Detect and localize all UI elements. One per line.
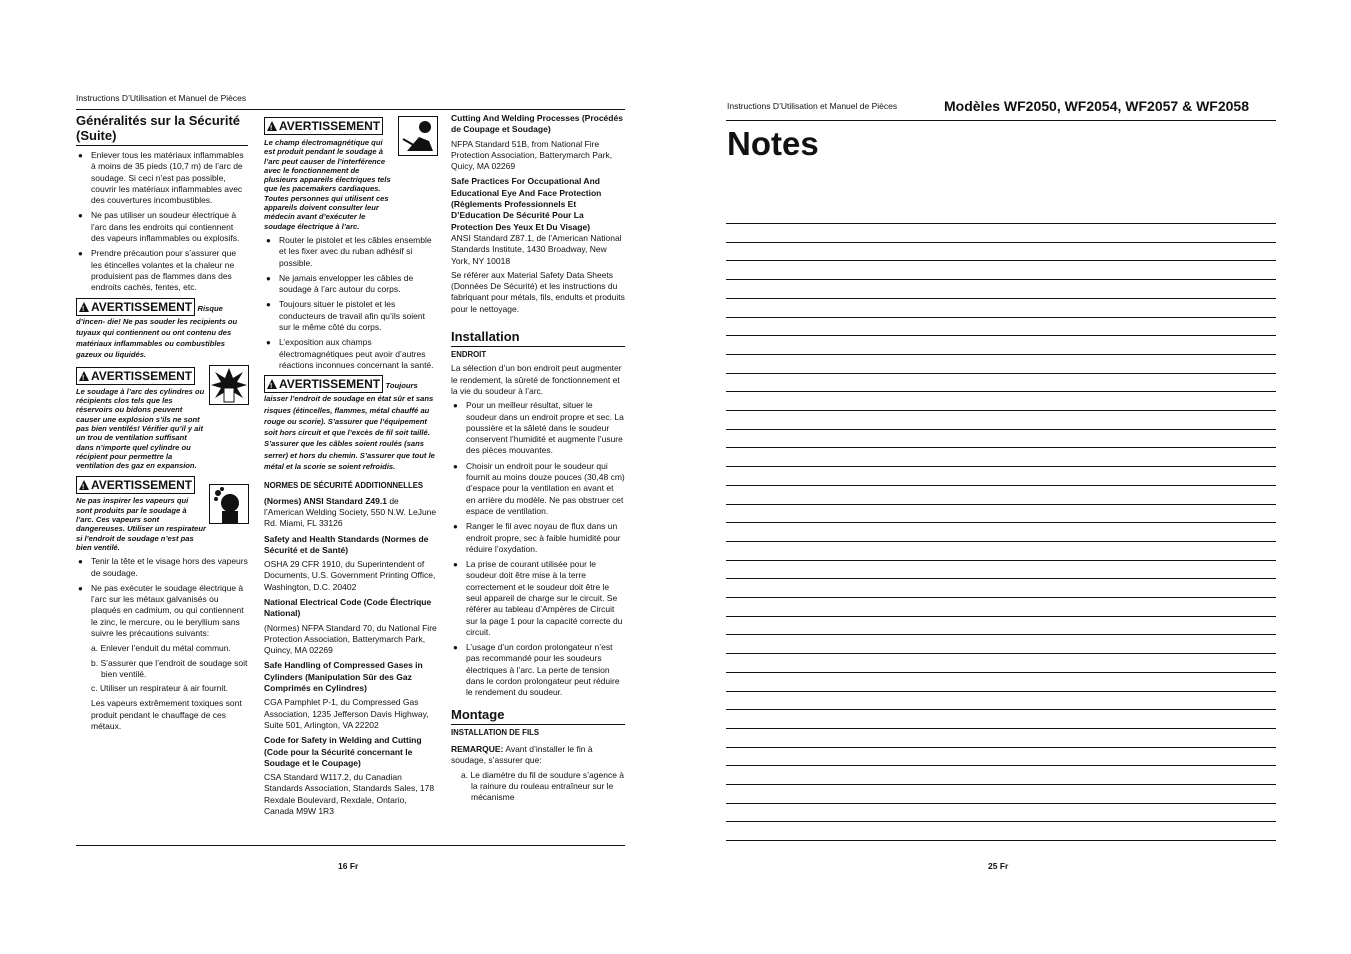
left-page-number: 16 Fr bbox=[338, 861, 359, 871]
warning-triangle-icon bbox=[79, 302, 89, 312]
note-line bbox=[726, 429, 1276, 430]
norm-text: OSHA 29 CFR 1910, du Superintendent of Documents, U.S. Government Printing Office, Washington, D.C. 20402 bbox=[264, 559, 436, 592]
bullet-item: ● Prendre précaution pour s’assurer que les étincelles volantes et la chaleur ne produisient pas de flammes dans des endroits cachés, fentes, etc. bbox=[76, 248, 248, 293]
warning-label: !AVERTISSEMENT bbox=[264, 117, 383, 135]
warning-triangle-icon bbox=[267, 379, 277, 389]
left-header-rule bbox=[76, 109, 625, 110]
norm-text: ANSI Standard Z87.1, de l’American National Standards Institute, 1430 Broadway, New York, NY 10018 bbox=[451, 232, 622, 266]
warning-text: Risque d’incen- die! Ne pas souder les recipients ou tuyaux qui contiennent ou ont contenu des matériaux inflammables ou combustibles gazeux ou liquidés. bbox=[76, 303, 238, 360]
norm-title: Safe Practices For Occupational And Educational Eye And Face Protection (Règlements Professionnels Et D’Education De Sécurité Pour La Protection Des Yeux Et Du Visage) bbox=[451, 176, 602, 232]
norm-text: CSA Standard W117.2, du Canadian Standards Association, Standards Sales, 178 Rexdale Boulevard, Rexdale, Ontario, Canada M9W 1R3 bbox=[264, 772, 435, 817]
closing-text: Les vapeurs extrêmement toxiques sont produit pendant le chauffage de ces métaux. bbox=[91, 698, 242, 732]
norm-title: Code for Safety in Welding and Cutting (Code pour la Sécurité concernant le Soudage et le Coupage) bbox=[264, 735, 422, 768]
norm-text: (Normes) NFPA Standard 70, du National Fire Protection Association, Batterymarch Park, Quincy, MA 02269 bbox=[264, 622, 437, 656]
safety-bullets-2 bbox=[76, 556, 248, 639]
note-line bbox=[726, 616, 1276, 617]
left-page-header: Instructions D’Utilisation et Manuel de Pièces bbox=[76, 93, 247, 103]
note-line bbox=[726, 504, 1276, 505]
warning-5 bbox=[264, 375, 438, 472]
note-line bbox=[726, 784, 1276, 785]
note-line bbox=[726, 466, 1276, 467]
note-line bbox=[726, 522, 1276, 523]
note-line bbox=[726, 840, 1276, 841]
note-line bbox=[726, 373, 1276, 374]
montage-item: a. Le diamètre du fil de soudure s’agence à la rainure du rouleau entraîneur sur le mécanisme bbox=[461, 769, 625, 803]
bullet-item: ● Ne pas exécuter le soudage électrique à l’arc sur les métaux galvanisés ou plaqués en cadmium, ou qui contiennent le zinc, le mercure, ou le beryllium sans suivre les précautions suivants: bbox=[76, 583, 248, 639]
bullet-item: ● Router le pistolet et les câbles ensemble et les fixer avec du ruban adhésif si possible. bbox=[264, 235, 438, 269]
right-header-rule bbox=[726, 120, 1276, 121]
note-line bbox=[726, 317, 1276, 318]
sublist-item: a. Enlever l’enduit du métal commun. bbox=[91, 643, 231, 654]
sublist-item: c. Utiliser un respirateur à air fournit. bbox=[91, 683, 228, 694]
norm-item: (Normes) ANSI Standard Z49.1 de l’American Welding Society, 550 N.W. LeJune Rd. Miami, FL 33126 bbox=[264, 495, 437, 529]
note-line bbox=[726, 728, 1276, 729]
note-line bbox=[726, 410, 1276, 411]
note-line bbox=[726, 597, 1276, 598]
bullet-item: ● L’usage d’un cordon prolongateur n’est pas recommandé pour les soudeurs électriques à l’arc. La perte de tension dans le cordon prolongateur peut réduire le rendement du soudeur. bbox=[451, 642, 625, 698]
install-intro: La sélection d’un bon endroit peut augmenter le rendement, la sûreté de fonctionnement et la vie du soudeur à l’arc. bbox=[451, 363, 622, 396]
warning-1 bbox=[76, 298, 248, 361]
explosion-icon bbox=[209, 365, 249, 405]
bullet-item: ● Tenir la tête et le visage hors des vapeurs de soudage. bbox=[76, 556, 248, 579]
left-footer-rule bbox=[76, 845, 625, 846]
warning-2 bbox=[76, 367, 248, 471]
warning-4 bbox=[264, 117, 438, 231]
warning-text: Le soudage à l’arc des cylindres ou récipients clos tels que les réservoirs ou bidons peuvent causer une explosion s’ils ne sont pas bien ventilés! Vérifier qu’il y ait un trou de ventilation suffisant dans n’importe quel cylindre ou récipient pour permettre la ventilation des gaz en expansion. bbox=[76, 386, 205, 471]
safety-bullets-1 bbox=[76, 150, 248, 294]
note-line bbox=[726, 335, 1276, 336]
sublist-item: b. S’assurer que l’endroit de soudage soit bien ventilé. bbox=[91, 657, 248, 679]
bullet-item: ● Enlever tous les matériaux inflammables à moins de 35 pieds (10,7 m) de l’arc de soudage. Si ceci n’est pas possible, couvrir les matériaux inflammables avec des couvertures incombustibles. bbox=[76, 150, 248, 206]
msds-text: Se référer aux Material Safety Data Sheets (Données De Sécurité) et les instructions du fabriquant pour métals, fils, endults et produits pour le nettoyage. bbox=[451, 269, 625, 314]
warning-triangle-icon bbox=[267, 121, 277, 131]
note-line bbox=[726, 447, 1276, 448]
warning-label: !AVERTISSEMENT bbox=[264, 375, 383, 393]
note-line bbox=[726, 279, 1276, 280]
section-rule bbox=[451, 724, 625, 725]
note-line bbox=[726, 541, 1276, 542]
models-title: Modèles WF2050, WF2054, WF2057 & WF2058 bbox=[944, 98, 1249, 114]
note-line bbox=[726, 560, 1276, 561]
bullet-item: ● Pour un meilleur résultat, situer le soudeur dans un endroit propre et sec. La poussière et la sâleté dans le soudeur conservent l’humidité et augmente l’usure des pièces mouvantes. bbox=[451, 400, 625, 456]
section-title-safety: Généralités sur la Sécurité (Suite) bbox=[76, 113, 241, 143]
warning-text: Le champ électromagnétique qui est produit pendant le soudage à l’arc peut causer de l’interférence avec le fonctionnement de plusieurs appareils électriques tels que les pacemakers cardiaques. Toutes personnes qui utilisent ces appareils doivent consulter leur médecin avant d’exécuter le soudage électrique à l’arc. bbox=[264, 138, 391, 231]
norm-title: Cutting And Welding Processes (Procédés de Coupage et Soudage) bbox=[451, 113, 623, 135]
left-column-1 bbox=[76, 113, 248, 735]
fumes-head-icon bbox=[209, 484, 249, 524]
note-line bbox=[726, 634, 1276, 635]
remarque: REMARQUE: Avant d’installer le fin à soudage, s’assurer que: bbox=[451, 743, 593, 766]
note-line bbox=[726, 691, 1276, 692]
install-bullets bbox=[451, 400, 625, 698]
note-line bbox=[726, 653, 1276, 654]
norm-title: National Electrical Code (Code Électrique National) bbox=[264, 596, 432, 619]
pacemaker-icon bbox=[398, 116, 438, 156]
note-line bbox=[726, 391, 1276, 392]
norms-title: NORMES DE SÉCURITÉ ADDITIONNELLES bbox=[264, 481, 424, 491]
bullet-item: ● La prise de courant utilisée pour le soudeur doit être mise à la terre correctement et le soudeur doit être le seul appareil de charge sur le circuit. Se référer au tableau d’Ampères de Circuit sur la page 1 pour la capacité correcte du circuit. bbox=[451, 559, 625, 638]
precautions-sublist bbox=[91, 643, 248, 694]
norm-title: Safe Handling of Compressed Gases in Cylinders (Manipulation Sûr des Gaz Comprimés en Cylindres) bbox=[264, 660, 423, 694]
note-line bbox=[726, 803, 1276, 804]
note-line bbox=[726, 672, 1276, 673]
norm-text: CGA Pamphlet P-1, du Compressed Gas Association, 1235 Jefferson Davis Highway, Suite 501, Arlington, VA 22202 bbox=[264, 697, 429, 730]
note-line bbox=[726, 765, 1276, 766]
bullet-item: ● Ne jamais envelopper les câbles de soudage à l’arc autour du corps. bbox=[264, 273, 438, 296]
note-line bbox=[726, 260, 1276, 261]
left-column-2 bbox=[264, 117, 438, 820]
emf-bullets bbox=[264, 235, 438, 371]
norm-text: NFPA Standard 51B, from National Fire Protection Association, Batterymarch Park, Quicy, MA 02269 bbox=[451, 138, 613, 172]
note-line bbox=[726, 242, 1276, 243]
bullet-item: ● L’exposition aux champs électromagnétiques peut avoir d’autres réactions inconnues concernant la santé. bbox=[264, 337, 438, 371]
install-subtitle: ENDROIT bbox=[451, 350, 487, 360]
note-line bbox=[726, 223, 1276, 224]
right-page-number: 25 Fr bbox=[988, 861, 1009, 871]
note-line bbox=[726, 298, 1276, 299]
warning-text: Ne pas inspirer les vapeurs qui sont produits par le soudage à l’arc. Ces vapeurs sont dangereuses. Utiliser un respirateur si l’endroit de soudage n’est pas bien ventilé. bbox=[76, 496, 206, 552]
section-title-installation: Installation bbox=[451, 329, 520, 345]
warning-label: !AVERTISSEMENT bbox=[76, 476, 195, 494]
bullet-item: ● Ne pas utiliser un soudeur électrique à l’arc dans les endroits qui contiennent des vapeurs inflammables ou explosifs. bbox=[76, 210, 248, 244]
note-line bbox=[726, 747, 1276, 748]
note-line bbox=[726, 578, 1276, 579]
warning-text: Toujours laisser l’endroit de soudage en état sûr et sans risques (étincelles, flammes, métal chauffé au rouge ou scorie). S’assurer que l’équipement soit hors circuit et que l’excès de fil soit taillé. S’assurer que les câbles soient roulés (sans serrer) et hors du chemin. S’assurer que tout le métal et la scorie se soient refroidis. bbox=[264, 381, 435, 472]
section-rule bbox=[451, 346, 625, 347]
bullet-item: ● Choisir un endroit pour le soudeur qui fournit au moins douze pouces (30,48 cm) d’espace pour la ventilation en avant et en arrière du modèle. Ne pas obstruer cet espace de ventilation. bbox=[451, 461, 625, 517]
warning-label: !AVERTISSEMENT bbox=[76, 298, 195, 316]
note-line bbox=[726, 485, 1276, 486]
section-rule bbox=[76, 145, 248, 146]
right-page-header: Instructions D’Utilisation et Manuel de Pièces bbox=[727, 101, 898, 111]
left-column-3 bbox=[451, 113, 625, 806]
montage-subtitle: INSTALLATION DE FILS bbox=[451, 727, 540, 737]
bullet-item: ● Toujours situer le pistolet et les conducteurs de travail afin qu’ils soient sur le même côté du corps. bbox=[264, 299, 438, 333]
notes-title: Notes bbox=[727, 125, 819, 162]
warning-3 bbox=[76, 476, 248, 552]
warning-triangle-icon bbox=[79, 480, 89, 490]
note-line bbox=[726, 709, 1276, 710]
norm-title: Safety and Health Standards (Normes de Sécurité et de Santé) bbox=[264, 533, 429, 555]
warning-triangle-icon bbox=[79, 371, 89, 381]
note-line bbox=[726, 354, 1276, 355]
section-title-montage: Montage bbox=[451, 706, 505, 722]
note-line bbox=[726, 821, 1276, 822]
warning-label: !AVERTISSEMENT bbox=[76, 367, 195, 385]
bullet-item: ● Ranger le fil avec noyau de flux dans un endroit propre, sec à faible humidité pour réduire l’oxydation. bbox=[451, 521, 625, 555]
